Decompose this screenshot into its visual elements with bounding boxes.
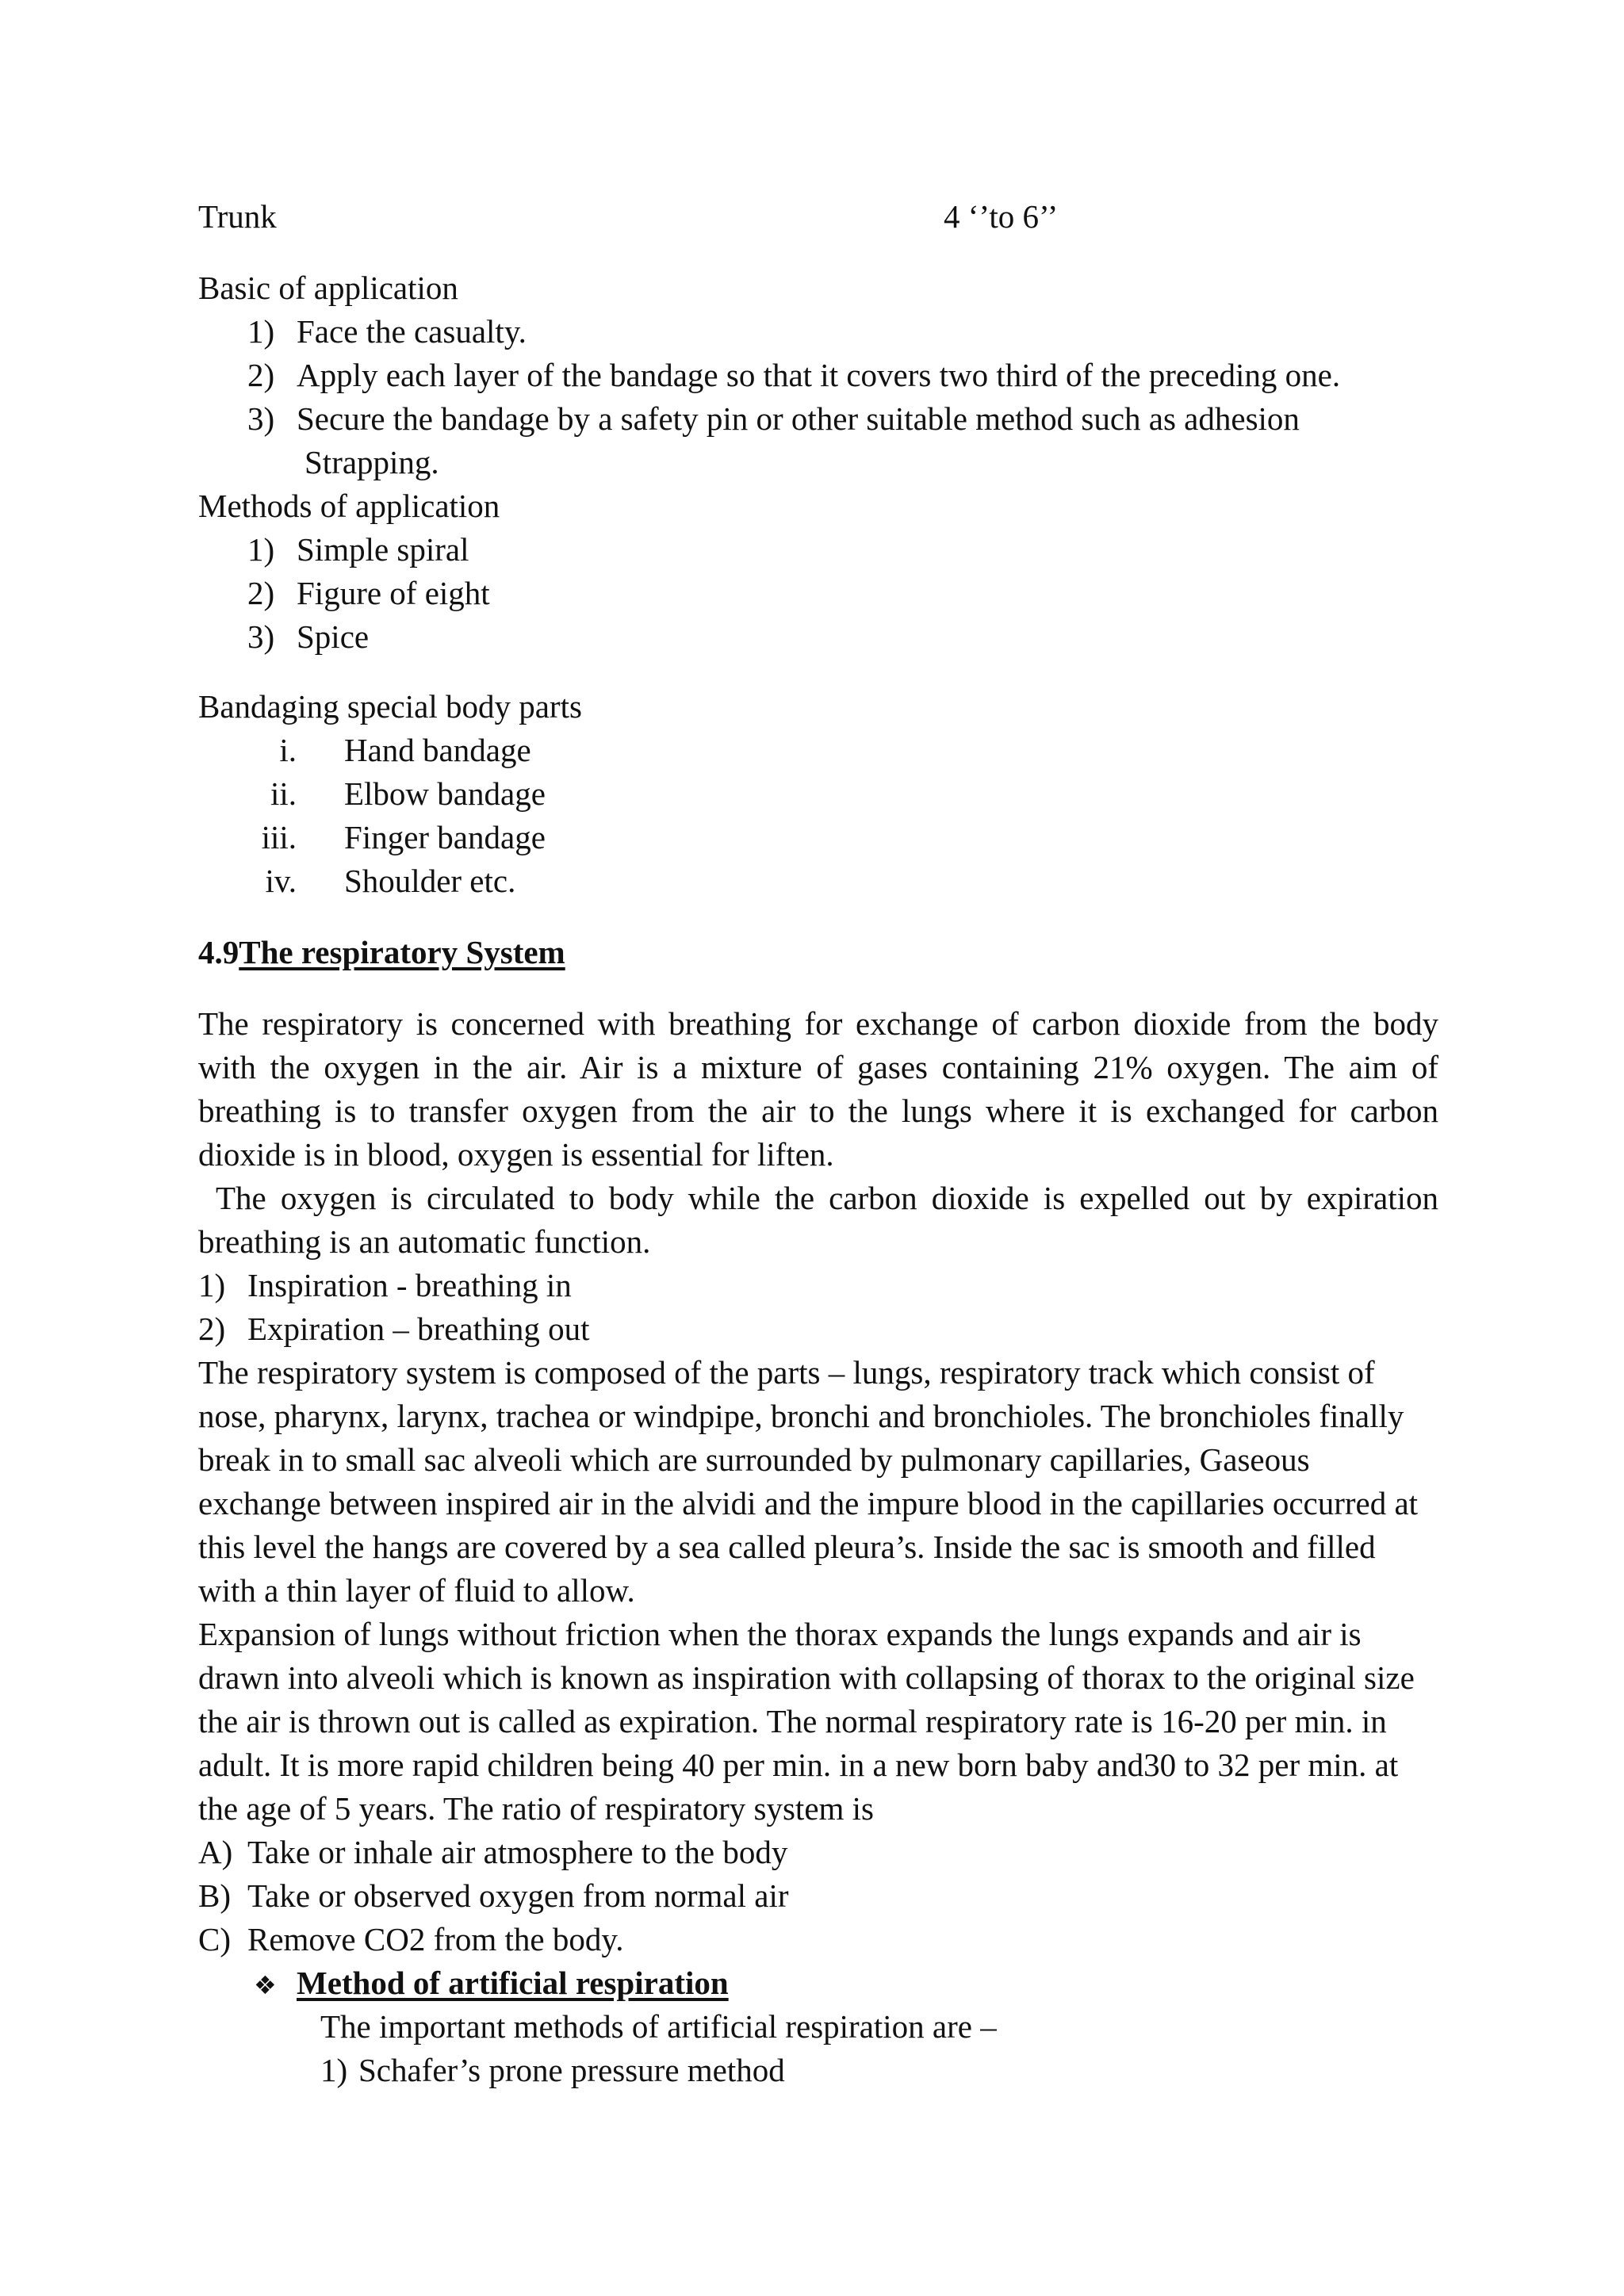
list-item [198, 1307, 590, 1350]
list-text: Secure the bandage by a safety pin or other suitable method such as adhesion [297, 400, 1300, 437]
trunk-size: 4 ‘’to 6’’ [944, 198, 1059, 235]
list-number: 1) [198, 1267, 226, 1303]
list-item [198, 1874, 789, 1917]
list-text: Finger bandage [344, 819, 546, 855]
list-item [198, 1918, 623, 1961]
paragraph-line: The respiratory system is composed of the parts – lungs, respiratory track which consist of [198, 1354, 1375, 1391]
section-heading [198, 931, 565, 974]
list-item-continuation: Strapping. [304, 444, 439, 480]
section-number: 4.9 [198, 934, 239, 970]
list-text: Simple spiral [297, 531, 469, 568]
list-item [247, 310, 527, 353]
list-item [279, 729, 531, 771]
artificial-respiration-intro: The important methods of artificial respiration are – [320, 2008, 997, 2045]
paragraph-line: breathing is an automatic function. [198, 1223, 651, 1260]
list-text: Face the casualty. [297, 313, 527, 350]
paragraph-line: Expansion of lungs without friction when the thorax expands the lungs expands and air is [198, 1616, 1362, 1652]
list-number: 1) [247, 531, 275, 568]
list-text: Inspiration - breathing in [247, 1267, 572, 1303]
list-number: 1) [320, 2052, 348, 2088]
paragraph-line: the air is thrown out is called as expiration. The normal respiratory rate is 16-20 per min. in [198, 1703, 1387, 1739]
paragraph-line: the age of 5 years. The ratio of respiratory system is [198, 1790, 875, 1827]
list-item [247, 354, 1340, 396]
list-text: Expiration – breathing out [247, 1311, 590, 1347]
section-title: The respiratory System [239, 934, 565, 970]
list-item [247, 528, 469, 571]
artificial-respiration-title: Method of artificial respiration [297, 1965, 729, 2001]
list-number: 1) [247, 313, 275, 350]
paragraph-line: with the oxygen in the air. Air is a mixture of gases containing 21% oxygen. The aim of [198, 1049, 1438, 1085]
list-item [261, 816, 546, 859]
list-item [198, 1264, 572, 1307]
list-number: ii. [270, 775, 297, 812]
artificial-respiration-heading [254, 1961, 729, 2007]
list-number: i. [279, 732, 297, 768]
list-text: Spice [297, 618, 370, 655]
paragraph-line: dioxide is in blood, oxygen is essential for liften. [198, 1136, 834, 1173]
list-number: iii. [261, 819, 297, 855]
list-number: 2) [247, 575, 275, 611]
list-item [198, 1831, 787, 1873]
list-item [247, 572, 490, 614]
trunk-label: Trunk [198, 198, 277, 235]
paragraph-line: adult. It is more rapid children being 40 per min. in a new born baby and30 to 32 per min. at [198, 1747, 1399, 1783]
paragraph-line: nose, pharynx, larynx, trachea or windpipe, bronchi and bronchioles. The bronchioles finally [198, 1398, 1404, 1434]
list-text: Shoulder etc. [344, 863, 516, 899]
list-text: Apply each layer of the bandage so that it covers two third of the preceding one. [297, 357, 1341, 393]
diamond-bullet-icon: ❖ [254, 1970, 277, 2000]
list-number: A) [198, 1834, 233, 1870]
paragraph-line: breathing is to transfer oxygen from the air to the lungs where it is exchanged for carbon [198, 1093, 1438, 1129]
list-number: 3) [247, 618, 275, 655]
list-text: Take or inhale air atmosphere to the body [247, 1834, 788, 1870]
paragraph-line: with a thin layer of fluid to allow. [198, 1572, 635, 1609]
list-text: Hand bandage [344, 732, 531, 768]
list-text: Figure of eight [297, 575, 490, 611]
list-item [247, 397, 1300, 440]
paragraph-line: exchange between inspired air in the alvidi and the impure blood in the capillaries occurred at [198, 1485, 1419, 1521]
methods-of-application-heading: Methods of application [198, 488, 500, 524]
list-item [247, 615, 369, 658]
bandaging-special-heading: Bandaging special body parts [198, 688, 582, 725]
paragraph-line: break in to small sac alveoli which are surrounded by pulmonary capillaries, Gaseous [198, 1441, 1310, 1478]
list-number: C) [198, 1921, 231, 1957]
list-number: 3) [247, 400, 275, 437]
paragraph-line: The respiratory is concerned with breathing for exchange of carbon dioxide from the body [198, 1005, 1438, 1042]
list-number: B) [198, 1877, 231, 1914]
paragraph-line: The oxygen is circulated to body while the carbon dioxide is expelled out by expiration [216, 1180, 1438, 1216]
list-text: Schafer’s prone pressure method [358, 2052, 785, 2088]
list-number: iv. [265, 863, 297, 899]
list-number: 2) [198, 1311, 226, 1347]
list-item [320, 2049, 785, 2091]
list-number: 2) [247, 357, 275, 393]
list-item [270, 772, 546, 815]
paragraph-line: drawn into alveoli which is known as inspiration with collapsing of thorax to the original size [198, 1659, 1415, 1696]
list-text: Elbow bandage [344, 775, 546, 812]
list-text: Take or observed oxygen from normal air [247, 1877, 789, 1914]
list-text: Remove CO2 from the body. [247, 1921, 624, 1957]
paragraph-line: this level the hangs are covered by a sea called pleura’s. Inside the sac is smooth and filled [198, 1529, 1376, 1565]
basic-of-application-heading: Basic of application [198, 270, 458, 306]
list-item [265, 859, 516, 902]
